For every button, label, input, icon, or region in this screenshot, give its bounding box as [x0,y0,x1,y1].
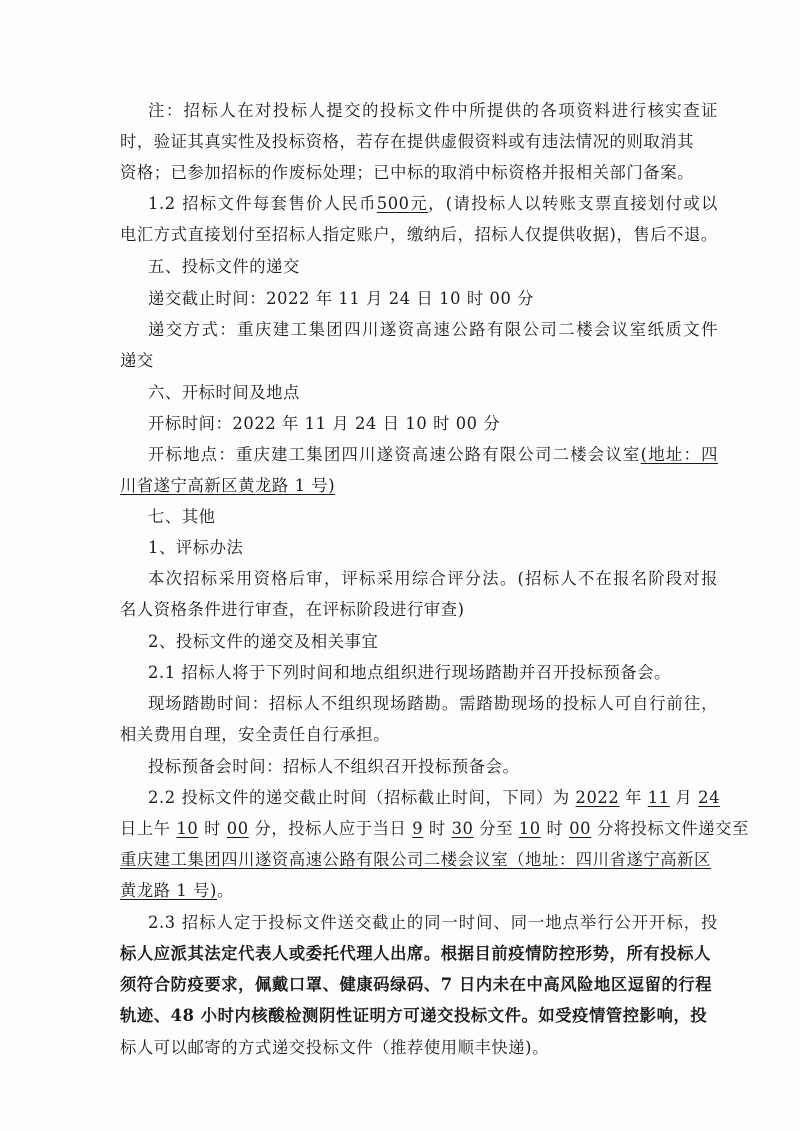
deadline-day: 24 [698,788,721,807]
clause-2-1: 2.1 招标人将于下列时间和地点组织进行现场踏勘并召开投标预备会。 [148,663,672,682]
submission-method-line-2: 递交 [120,351,154,370]
clause-2-2-line-1 [148,786,721,810]
clause-2-3-line-5: 标人可以邮寄的方式递交投标文件（推荐使用顺丰快递)。 [120,1038,549,1057]
note-line-3: 资格；已参加招标的作废标处理；已中标的取消中标资格并报相关部门备案。 [120,163,694,182]
subsection-1-heading: 1、评标办法 [148,538,244,557]
site-visit-line-2: 相关费用自理，安全责任自行承担。 [120,725,391,744]
clause-2-3-line-2: 标人应派其法定代表人或委托代理人出席。根据目前疫情防控形势，所有投标人 [120,944,711,963]
clause-2-2-l2-c: 分，投标人应于当日 [248,819,413,838]
clause-2-2-l2-a: 日上午 [120,819,177,838]
clause-2-2-l2-e: 分至 [473,819,519,838]
deadline-month: 11 [647,788,670,807]
clause-1-2-text-a: 1.2 招标文件每套售价人民币 [148,194,377,213]
opening-address-a: (地址：四 [640,445,718,464]
clause-1-2-line-2: 电汇方式直接划付至招标人指定账户，缴纳后，招标人仅提供收据)，售后不退。 [120,225,718,244]
price-value: 500元 [376,194,429,213]
submission-deadline: 递交截止时间：2022 年 11 月 24 日 10 时 00 分 [148,289,535,308]
window-end-hour: 10 [518,819,541,838]
clause-2-2-text-b: 年 [619,788,648,807]
opening-address-b: 川省遂宁高新区黄龙路 1 号) [120,476,336,495]
submission-address-end: 黄龙路 1 号) [120,881,217,900]
site-visit-line-1: 现场踏勘时间：招标人不组织现场踏勘。需踏勘现场的投标人可自行前往， [148,694,718,713]
opening-place-line-2 [120,474,690,498]
note-line-2: 时，验证其真实性及投标资格，若存在提供虚假资料或有违法情况的则取消其 [120,132,694,151]
window-start-hour: 9 [412,819,424,838]
clause-2-2-text-a: 2.2 投标文件的递交截止时间（招标截止时间，下同）为 [148,788,576,807]
clause-2-2-line-3: 重庆建工集团四川遂资高速公路有限公司二楼会议室（地址：四川省遂宁高新区 [120,850,711,869]
section-6-heading: 六、开标时间及地点 [148,383,300,402]
pre-bid-meeting: 投标预备会时间：招标人不组织召开投标预备会。 [148,757,520,776]
opening-place-text: 开标地点：重庆建工集团四川遂资高速公路有限公司二楼会议室 [148,445,641,464]
clause-2-2-text-c: 月 [669,788,699,807]
deadline-year: 2022 [575,788,620,807]
clause-1-2-text-b: ，(请投标人以转账支票直接划付或以 [428,194,718,213]
section-5-heading: 五、投标文件的递交 [148,257,300,276]
deadline-hour: 10 [176,819,199,838]
submission-method-line-1: 递交方式：重庆建工集团四川遂资高速公路有限公司二楼会议室纸质文件 [148,320,718,339]
note-line-1: 注：招标人在对投标人提交的投标文件中所提供的各项资料进行核实查证 [148,101,718,120]
deadline-minute: 00 [226,819,249,838]
clause-2-2-l2-d: 时 [423,819,452,838]
evaluation-line-1: 本次招标采用资格后审，评标采用综合评分法。(招标人不在报名阶段对报 [148,569,718,588]
clause-1-2-line-1 [148,192,718,216]
clause-2-2-l2-b: 时 [198,819,227,838]
subsection-2-heading: 2、投标文件的递交及相关事宜 [148,632,379,651]
clause-2-2-period: 。 [217,881,234,900]
clause-2-3-line-4: 轨迹、48 小时内核酸检测阴性证明方可递交投标文件。如受疫情管控影响，投 [120,1006,708,1025]
clause-2-2-l2-g: 分将投标文件递交至 [591,819,749,838]
opening-time: 开标时间：2022 年 11 月 24 日 10 时 00 分 [148,414,501,433]
evaluation-line-2: 名人资格条件进行审查，在评标阶段进行审查) [120,600,465,619]
clause-2-2-l2-f: 时 [540,819,570,838]
opening-place-line-1 [148,443,718,467]
window-end-minute: 00 [569,819,592,838]
clause-2-3-line-1: 2.3 招标人定于投标文件送交截止的同一时间、同一地点举行公开开标，投 [148,913,718,932]
window-start-minute: 30 [451,819,474,838]
clause-2-2-line-4 [120,879,690,903]
clause-2-2-line-2 [120,817,749,841]
clause-2-3-line-3: 须符合防疫要求，佩戴口罩、健康码绿码、7 日内未在中高风险地区逗留的行程 [120,975,713,994]
section-7-heading: 七、其他 [148,507,216,526]
